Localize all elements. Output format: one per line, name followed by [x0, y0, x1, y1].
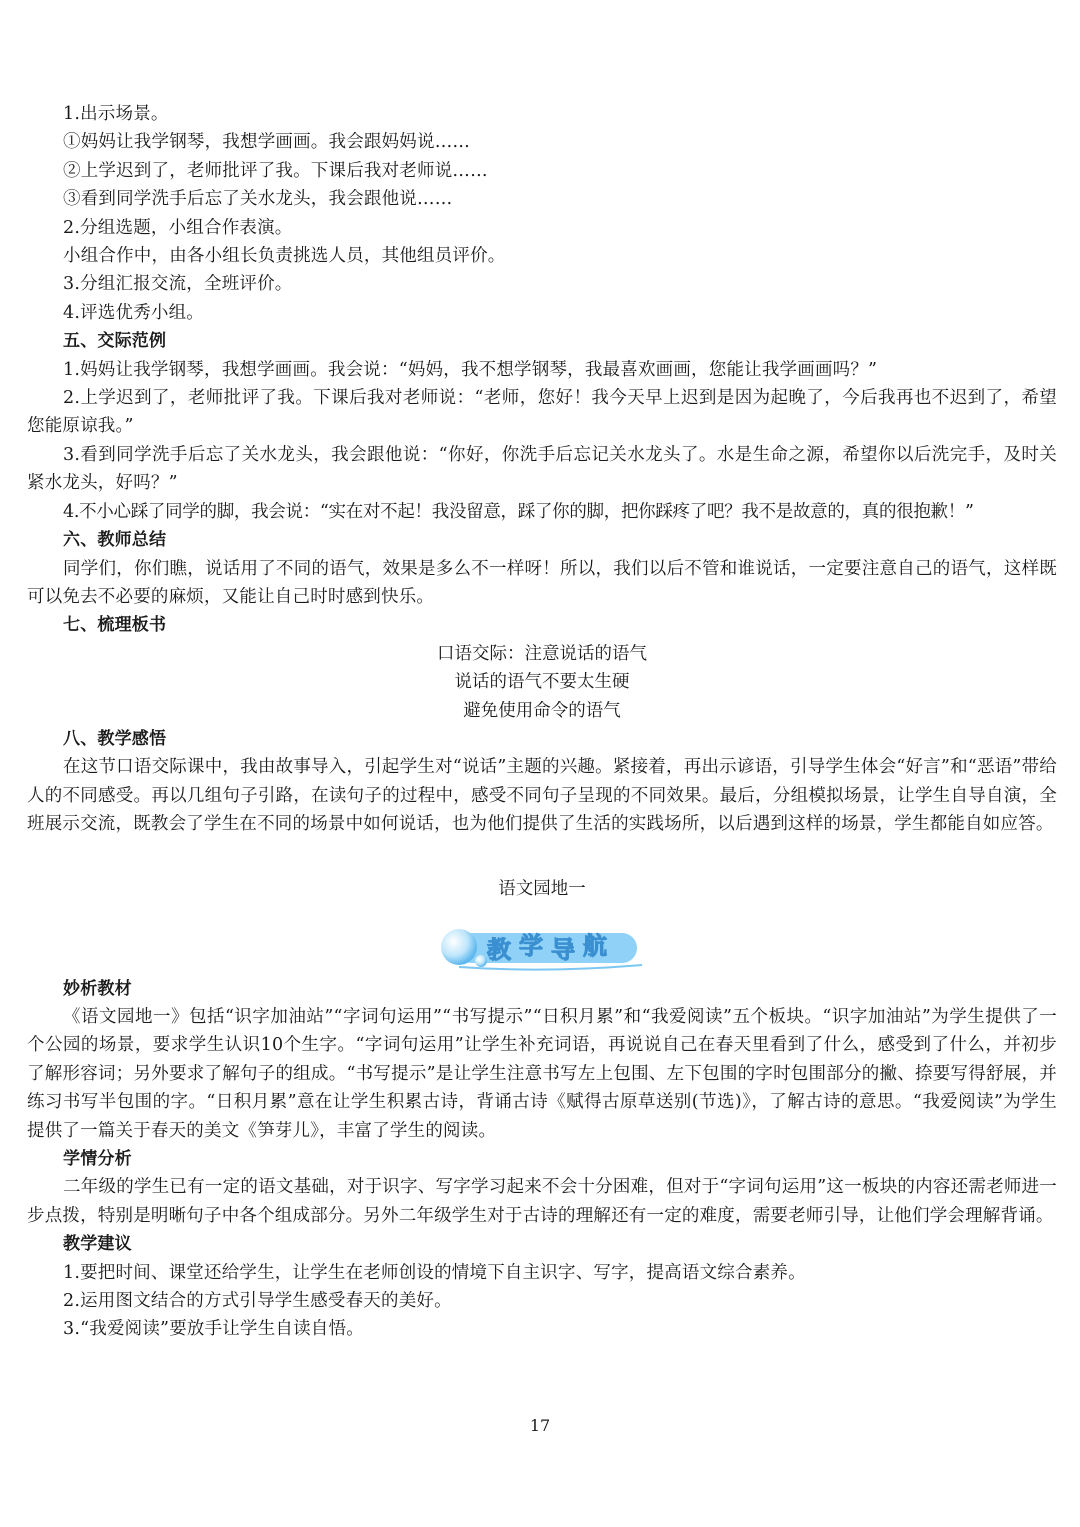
advice-item: 2.运用图文结合的方式引导学生感受春天的美好。 [63, 1291, 452, 1312]
banner-char: 导 [551, 935, 575, 964]
learners-text: 二年级的学生已有一定的语文基础，对于识字、写字学习起来不会十分困难，但对于“字词句运用”这一板块的内容还需老师进一步点拨，特别是明晰句子中各个组成部分。另外二年级学生对于古诗的理解还有一定的难度，需要老师引导，让他们学会理解背诵。 [27, 1177, 1057, 1226]
scene-item: ②上学迟到了，老师批评了我。下课后我对老师说…… [63, 160, 488, 181]
advice-item: 1.要把时间、课堂还给学生，让学生在老师创设的情境下自主识字、写字，提高语文综合素养。 [63, 1262, 806, 1283]
step-2-note: 小组合作中，由各小组长负责挑选人员，其他组员评价。 [63, 246, 506, 267]
board-line: 说话的语气不要太生硬 [454, 672, 630, 693]
step-2: 2.分组选题，小组合作表演。 [63, 217, 293, 238]
section-heading-summary: 六、教师总结 [63, 530, 167, 551]
reflection-text: 在这节口语交际课中，我由故事导入，引起学生对“说话”主题的兴趣。紧接着，再出示谚语，引导学生体会“好言”和“恶语”带给人的不同感受。再以几组句子引路，在读句子的过程中，感受不同句子呈现的不同效果。最后，分组模拟场景，让学生自导自演，全班展示交流，既教会了学生在不同的场景中如何说话，也为他们提供了生活的实践场所，以后遇到这样的场景，学生都能自如应答。 [27, 757, 1057, 835]
section-heading-board: 七、梳理板书 [63, 615, 167, 636]
banner-char: 航 [583, 931, 607, 960]
example-item: 1.妈妈让我学钢琴，我想学画画。我会说：“妈妈，我不想学钢琴，我最喜欢画画，您能让我学画画吗？” [63, 359, 878, 380]
banner-graphic [437, 923, 647, 975]
page-number: 17 [529, 1416, 551, 1435]
scene-item: ③看到同学洗手后忘了关水龙头，我会跟他说…… [63, 189, 453, 210]
section-heading-examples: 五、交际范例 [63, 331, 167, 352]
scene-item: ①妈妈让我学钢琴，我想学画画。我会跟妈妈说…… [63, 132, 471, 153]
section-title: 语文园地一 [498, 878, 586, 899]
page-content [27, 100, 1057, 1344]
example-item: 3.看到同学洗手后忘了关水龙头，我会跟他说：“你好，你洗手后忘记关水龙头了。水是生命之源，希望你以后洗完手，及时关紧水龙头，好吗？” [27, 444, 1057, 494]
teaching-guide-banner [27, 923, 1057, 975]
reflection-block [27, 753, 1057, 838]
summary-text: 同学们，你们瞧，说话用了不同的语气，效果是多么不一样呀！所以，我们以后不管和谁说话，一定要注意自己的语气，这样既可以免去不必要的麻烦，又能让自己时时感到快乐。 [27, 558, 1057, 607]
board-line: 避免使用命令的语气 [463, 700, 621, 721]
heading-learners: 学情分析 [63, 1149, 132, 1169]
advice-item: 3.“我爱阅读”要放手让学生自读自悟。 [63, 1319, 364, 1340]
banner-char: 教 [487, 935, 511, 964]
banner-bubble [441, 929, 477, 965]
heading-analysis: 妙析教材 [63, 978, 132, 999]
step-4: 4.评选优秀小组。 [63, 302, 204, 323]
examples-list [27, 356, 1057, 526]
example-item: 2.上学迟到了，老师批评了我。下课后我对老师说：“老师，您好！我今天早上迟到是因为起晚了，今后我再也不迟到了，希望您能原谅我。” [27, 388, 1057, 437]
analysis-text: 《语文园地一》包括“识字加油站”“字词句运用”“书写提示”“日积月累”和“我爱阅读”五个板块。“识字加油站”为学生提供了一个公园的场景，要求学生认识10个生字。“字词句运用”让学生补充词语，再说说自己在春天里看到了什么，感受到了什么，并初步了解形容词；另外要求了解句子的组成。“书写提示”是让学生注意书写左上包围、左下包围的字时包围部分的撇、捺要写得舒展，并练习书写半包围的字。“日积月累”意在让学生积累古诗，背诵古诗《赋得古原草送别(节选)》，了解古诗的意思。“我爱阅读”为学生提供了一篇关于春天的美文《笋芽儿》，丰富了学生的阅读。 [27, 1006, 1057, 1141]
banner-bubble-small [475, 955, 487, 967]
heading-advice: 教学建议 [63, 1234, 132, 1255]
banner-swoosh [459, 965, 642, 970]
scene-heading: 1.出示场景。 [63, 104, 169, 124]
learners-block [27, 1173, 1057, 1230]
banner-char: 学 [519, 931, 543, 960]
summary-block [27, 555, 1057, 612]
analysis-block [27, 1003, 1057, 1145]
board-line: 口语交际：注意说话的语气 [437, 643, 647, 664]
step-3: 3.分组汇报交流，全班评价。 [63, 274, 293, 295]
example-item: 4.不小心踩了同学的脚，我会说：“实在对不起！我没留意，踩了你的脚，把你踩疼了吧？我不是故意的，真的很抱歉！” [63, 501, 974, 522]
section-heading-reflection: 八、教学感悟 [63, 728, 167, 749]
